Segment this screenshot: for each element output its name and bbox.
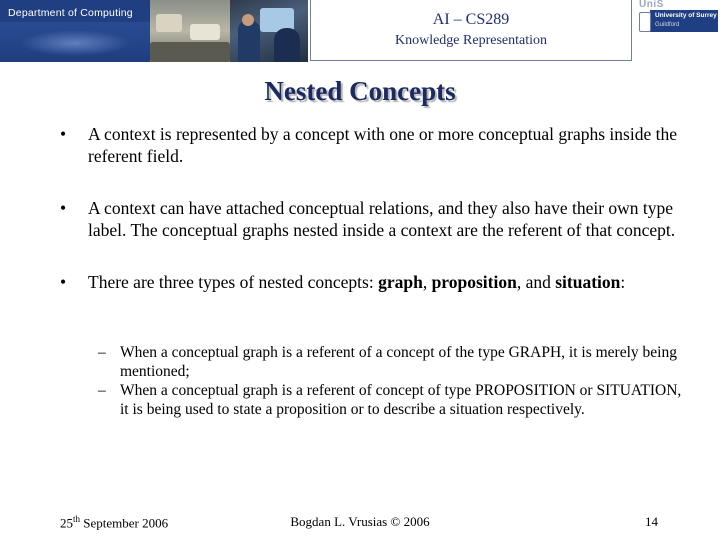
bullet-item — [60, 272, 690, 294]
face-shape — [242, 14, 254, 26]
bullet-icon: • — [60, 124, 67, 144]
date-suffix: th — [73, 514, 81, 524]
desk-shape — [150, 42, 230, 62]
bullet-text: A context can have attached conceptual relations, and they also have their own type label. The conceptual graphs nested inside a context are the referent of that concept. — [88, 198, 676, 240]
page-number: 14 — [645, 514, 658, 529]
sub-bullet-item — [98, 381, 688, 419]
department-banner — [0, 0, 150, 62]
date-day: 25 — [60, 515, 73, 531]
sub-bullet-text: When a conceptual graph is a referent of concept of type PROPOSITION or SITUATION, it is being used to state a proposition or to describe a situation respectively. — [120, 382, 682, 418]
logo-brand: UniS — [639, 0, 664, 10]
university-place: Guildford — [655, 22, 680, 28]
bullet-prefix: There are three types of nested concepts: — [88, 272, 379, 292]
bullet-text: A context is represented by a concept with one or more conceptual graphs inside the referent field. — [88, 124, 677, 166]
separator: , and — [516, 272, 556, 292]
separator: , — [422, 272, 432, 292]
bullet-text — [88, 272, 625, 292]
students-photo — [230, 0, 308, 62]
term-graph: graph — [378, 272, 423, 292]
dash-icon: – — [98, 344, 106, 361]
bullet-item — [60, 124, 690, 167]
slide-title: Nested Concepts — [264, 76, 456, 106]
sub-bullet-list — [98, 343, 688, 419]
sub-bullet-item — [98, 343, 688, 381]
course-code: AI – CS289 — [432, 11, 510, 28]
bullet-suffix: : — [620, 272, 626, 292]
footer-author: Bogdan L. Vrusias © 2006 — [290, 514, 430, 529]
monitor-shape — [156, 14, 182, 32]
term-proposition: proposition — [431, 272, 517, 292]
course-title: Knowledge Representation — [394, 33, 547, 48]
lab-photo — [150, 0, 230, 62]
date-rest: September 2006 — [80, 515, 169, 531]
dash-icon: – — [98, 382, 106, 399]
person-shape — [238, 20, 260, 62]
bullet-icon: • — [60, 272, 67, 292]
university-name: University of Surrey — [655, 12, 717, 19]
bullet-list — [60, 124, 690, 294]
person-shape — [274, 28, 300, 62]
monitor-shape — [190, 24, 220, 40]
shield-icon — [639, 12, 651, 32]
term-situation: situation — [555, 272, 621, 292]
sub-bullet-text: When a conceptual graph is a referent of a concept of the type GRAPH, it is merely being mentioned; — [120, 344, 677, 380]
banner-highlight — [20, 30, 130, 56]
slide-header — [0, 0, 720, 62]
course-title-box — [310, 0, 632, 61]
slide-footer — [0, 514, 720, 534]
bullet-item — [60, 198, 690, 241]
bullet-icon: • — [60, 198, 67, 218]
department-name: Department of Computing — [8, 7, 133, 19]
